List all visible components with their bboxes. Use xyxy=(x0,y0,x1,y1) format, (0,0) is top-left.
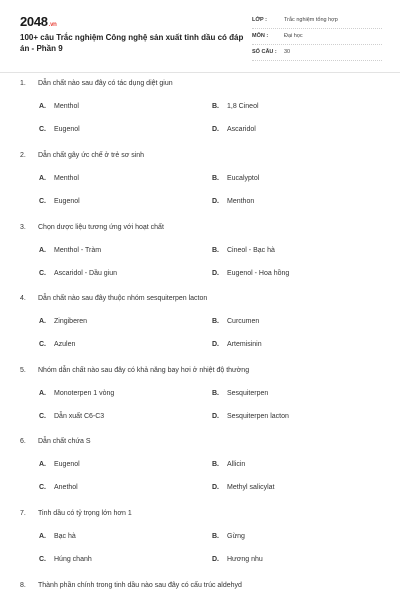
option-text: Húng chanh xyxy=(54,556,92,563)
question-number: 4. xyxy=(20,295,26,302)
socau-label: SỐ CÂU : xyxy=(252,49,277,55)
option-text: Bạc hà xyxy=(54,533,76,540)
option-b[interactable] xyxy=(212,175,259,182)
option-text: Hương nhu xyxy=(227,556,263,563)
option-d[interactable] xyxy=(212,341,262,348)
logo-main-text: 2048 xyxy=(20,14,48,29)
question-text xyxy=(20,510,132,517)
option-b[interactable] xyxy=(212,103,259,110)
option-letter: B. xyxy=(212,318,219,325)
question-number: 8. xyxy=(20,582,26,589)
question-text xyxy=(20,80,173,87)
option-c[interactable] xyxy=(39,198,80,205)
question-stem: Thành phần chính trong tinh dầu nào sau đây có cấu trúc aldehyd xyxy=(38,582,242,589)
header-divider xyxy=(0,72,400,73)
question-3 xyxy=(0,224,400,297)
option-text: Cineol - Bạc hà xyxy=(227,247,275,254)
option-text: Sesquiterpen xyxy=(227,390,269,397)
option-text: Dẫn xuất C6-C3 xyxy=(54,413,105,420)
option-c[interactable] xyxy=(39,341,75,348)
option-a[interactable] xyxy=(39,461,80,468)
question-stem: Dẫn chất nào sau đây có tác dụng diệt giun xyxy=(38,80,173,87)
question-8 xyxy=(0,582,400,600)
option-letter: B. xyxy=(212,175,219,182)
option-letter: B. xyxy=(212,461,219,468)
option-text: Methyl salicylat xyxy=(227,484,275,491)
option-text: Curcumen xyxy=(227,318,260,325)
option-letter: C. xyxy=(39,413,46,420)
option-letter: B. xyxy=(212,103,219,110)
option-letter: B. xyxy=(212,390,219,397)
page-header xyxy=(0,0,400,72)
question-stem: Dẫn chất chứa S xyxy=(38,438,91,445)
option-text: Eugenol xyxy=(54,461,80,468)
question-7 xyxy=(0,510,400,583)
question-4 xyxy=(0,295,400,368)
option-a[interactable] xyxy=(39,390,114,397)
option-d[interactable] xyxy=(212,126,256,133)
option-text: Sesquiterpen lacton xyxy=(227,413,289,420)
option-letter: B. xyxy=(212,533,219,540)
option-c[interactable] xyxy=(39,556,92,563)
option-letter: A. xyxy=(39,175,46,182)
option-b[interactable] xyxy=(212,533,245,540)
mon-label: MÔN : xyxy=(252,33,269,39)
option-c[interactable] xyxy=(39,270,117,277)
site-logo[interactable] xyxy=(20,14,57,29)
option-text: Artemisinin xyxy=(227,341,262,348)
option-text: Monoterpen 1 vòng xyxy=(54,390,115,397)
option-text: Azulen xyxy=(54,341,76,348)
option-b[interactable] xyxy=(212,318,259,325)
question-number: 1. xyxy=(20,80,26,87)
option-letter: A. xyxy=(39,533,46,540)
option-d[interactable] xyxy=(212,198,254,205)
mon-value: Đại học xyxy=(284,33,303,39)
question-number: 5. xyxy=(20,367,26,374)
option-b[interactable] xyxy=(212,390,268,397)
question-stem: Nhóm dẫn chất nào sau đây có khả năng bay hơi ở nhiệt độ thường xyxy=(38,367,250,374)
question-2 xyxy=(0,152,400,225)
option-text: Menthol xyxy=(54,175,79,182)
option-text: Eugenol xyxy=(54,126,80,133)
question-6 xyxy=(0,438,400,511)
option-d[interactable] xyxy=(212,413,289,420)
option-a[interactable] xyxy=(39,247,101,254)
option-c[interactable] xyxy=(39,126,80,133)
option-text: Eugenol xyxy=(54,198,80,205)
option-text: Gừng xyxy=(227,533,245,540)
option-letter: A. xyxy=(39,390,46,397)
question-1 xyxy=(0,80,400,153)
option-letter: B. xyxy=(212,247,219,254)
option-letter: C. xyxy=(39,126,46,133)
option-letter: D. xyxy=(212,413,219,420)
option-text: Anethol xyxy=(54,484,78,491)
meta-row-lop xyxy=(252,14,382,29)
option-a[interactable] xyxy=(39,318,87,325)
option-letter: C. xyxy=(39,341,46,348)
question-text xyxy=(20,582,242,589)
option-text: 1,8 Cineol xyxy=(227,103,259,110)
option-letter: A. xyxy=(39,318,46,325)
question-number: 7. xyxy=(20,510,26,517)
option-letter: D. xyxy=(212,341,219,348)
option-letter: D. xyxy=(212,484,219,491)
option-c[interactable] xyxy=(39,413,104,420)
option-letter: D. xyxy=(212,126,219,133)
option-letter: C. xyxy=(39,556,46,563)
meta-info xyxy=(252,14,382,62)
question-text xyxy=(20,224,164,231)
option-letter: A. xyxy=(39,247,46,254)
option-text: Allicin xyxy=(227,461,246,468)
meta-row-socau xyxy=(252,46,382,61)
option-letter: D. xyxy=(212,198,219,205)
document-title: 100+ câu Trắc nghiệm Công nghệ sản xuất tinh dầu có đáp án - Phần 9 xyxy=(20,33,244,53)
question-number: 6. xyxy=(20,438,26,445)
lop-label: LỚP : xyxy=(252,17,267,23)
option-a[interactable] xyxy=(39,103,79,110)
question-5 xyxy=(0,367,400,440)
question-stem: Chọn dược liệu tương ứng với hoạt chất xyxy=(38,224,164,231)
option-d[interactable] xyxy=(212,270,289,277)
option-text: Eucalyptol xyxy=(227,175,260,182)
option-text: Menthol xyxy=(54,103,79,110)
option-letter: C. xyxy=(39,484,46,491)
option-letter: A. xyxy=(39,461,46,468)
question-text xyxy=(20,367,249,374)
lop-value: Trắc nghiệm tổng hợp xyxy=(284,17,338,23)
option-c[interactable] xyxy=(39,484,78,491)
option-text: Ascaridol xyxy=(227,126,256,133)
question-number: 2. xyxy=(20,152,26,159)
option-d[interactable] xyxy=(212,484,274,491)
question-text xyxy=(20,295,207,302)
option-letter: D. xyxy=(212,270,219,277)
socau-value: 30 xyxy=(284,49,291,55)
option-a[interactable] xyxy=(39,175,79,182)
option-b[interactable] xyxy=(212,461,245,468)
option-a[interactable] xyxy=(39,533,76,540)
question-text xyxy=(20,152,144,159)
meta-row-mon xyxy=(252,30,382,45)
logo-tld-text: .vn xyxy=(48,22,57,28)
option-text: Menthon xyxy=(227,198,255,205)
option-d[interactable] xyxy=(212,556,263,563)
question-stem: Dẫn chất nào sau đây thuộc nhóm sesquiterpen lacton xyxy=(38,295,208,302)
option-letter: D. xyxy=(212,556,219,563)
option-letter: C. xyxy=(39,198,46,205)
option-text: Menthol - Tràm xyxy=(54,247,102,254)
option-text: Zingiberen xyxy=(54,318,88,325)
option-b[interactable] xyxy=(212,247,275,254)
option-letter: A. xyxy=(39,103,46,110)
option-letter: C. xyxy=(39,270,46,277)
question-number: 3. xyxy=(20,224,26,231)
option-text: Eugenol - Hoa hồng xyxy=(227,270,290,277)
option-text: Ascaridol - Dầu giun xyxy=(54,270,118,277)
question-stem: Dẫn chất gây ức chế ở trẻ sơ sinh xyxy=(38,152,145,159)
question-text xyxy=(20,438,91,445)
question-stem: Tinh dầu có tỷ trọng lớn hơn 1 xyxy=(38,510,132,517)
